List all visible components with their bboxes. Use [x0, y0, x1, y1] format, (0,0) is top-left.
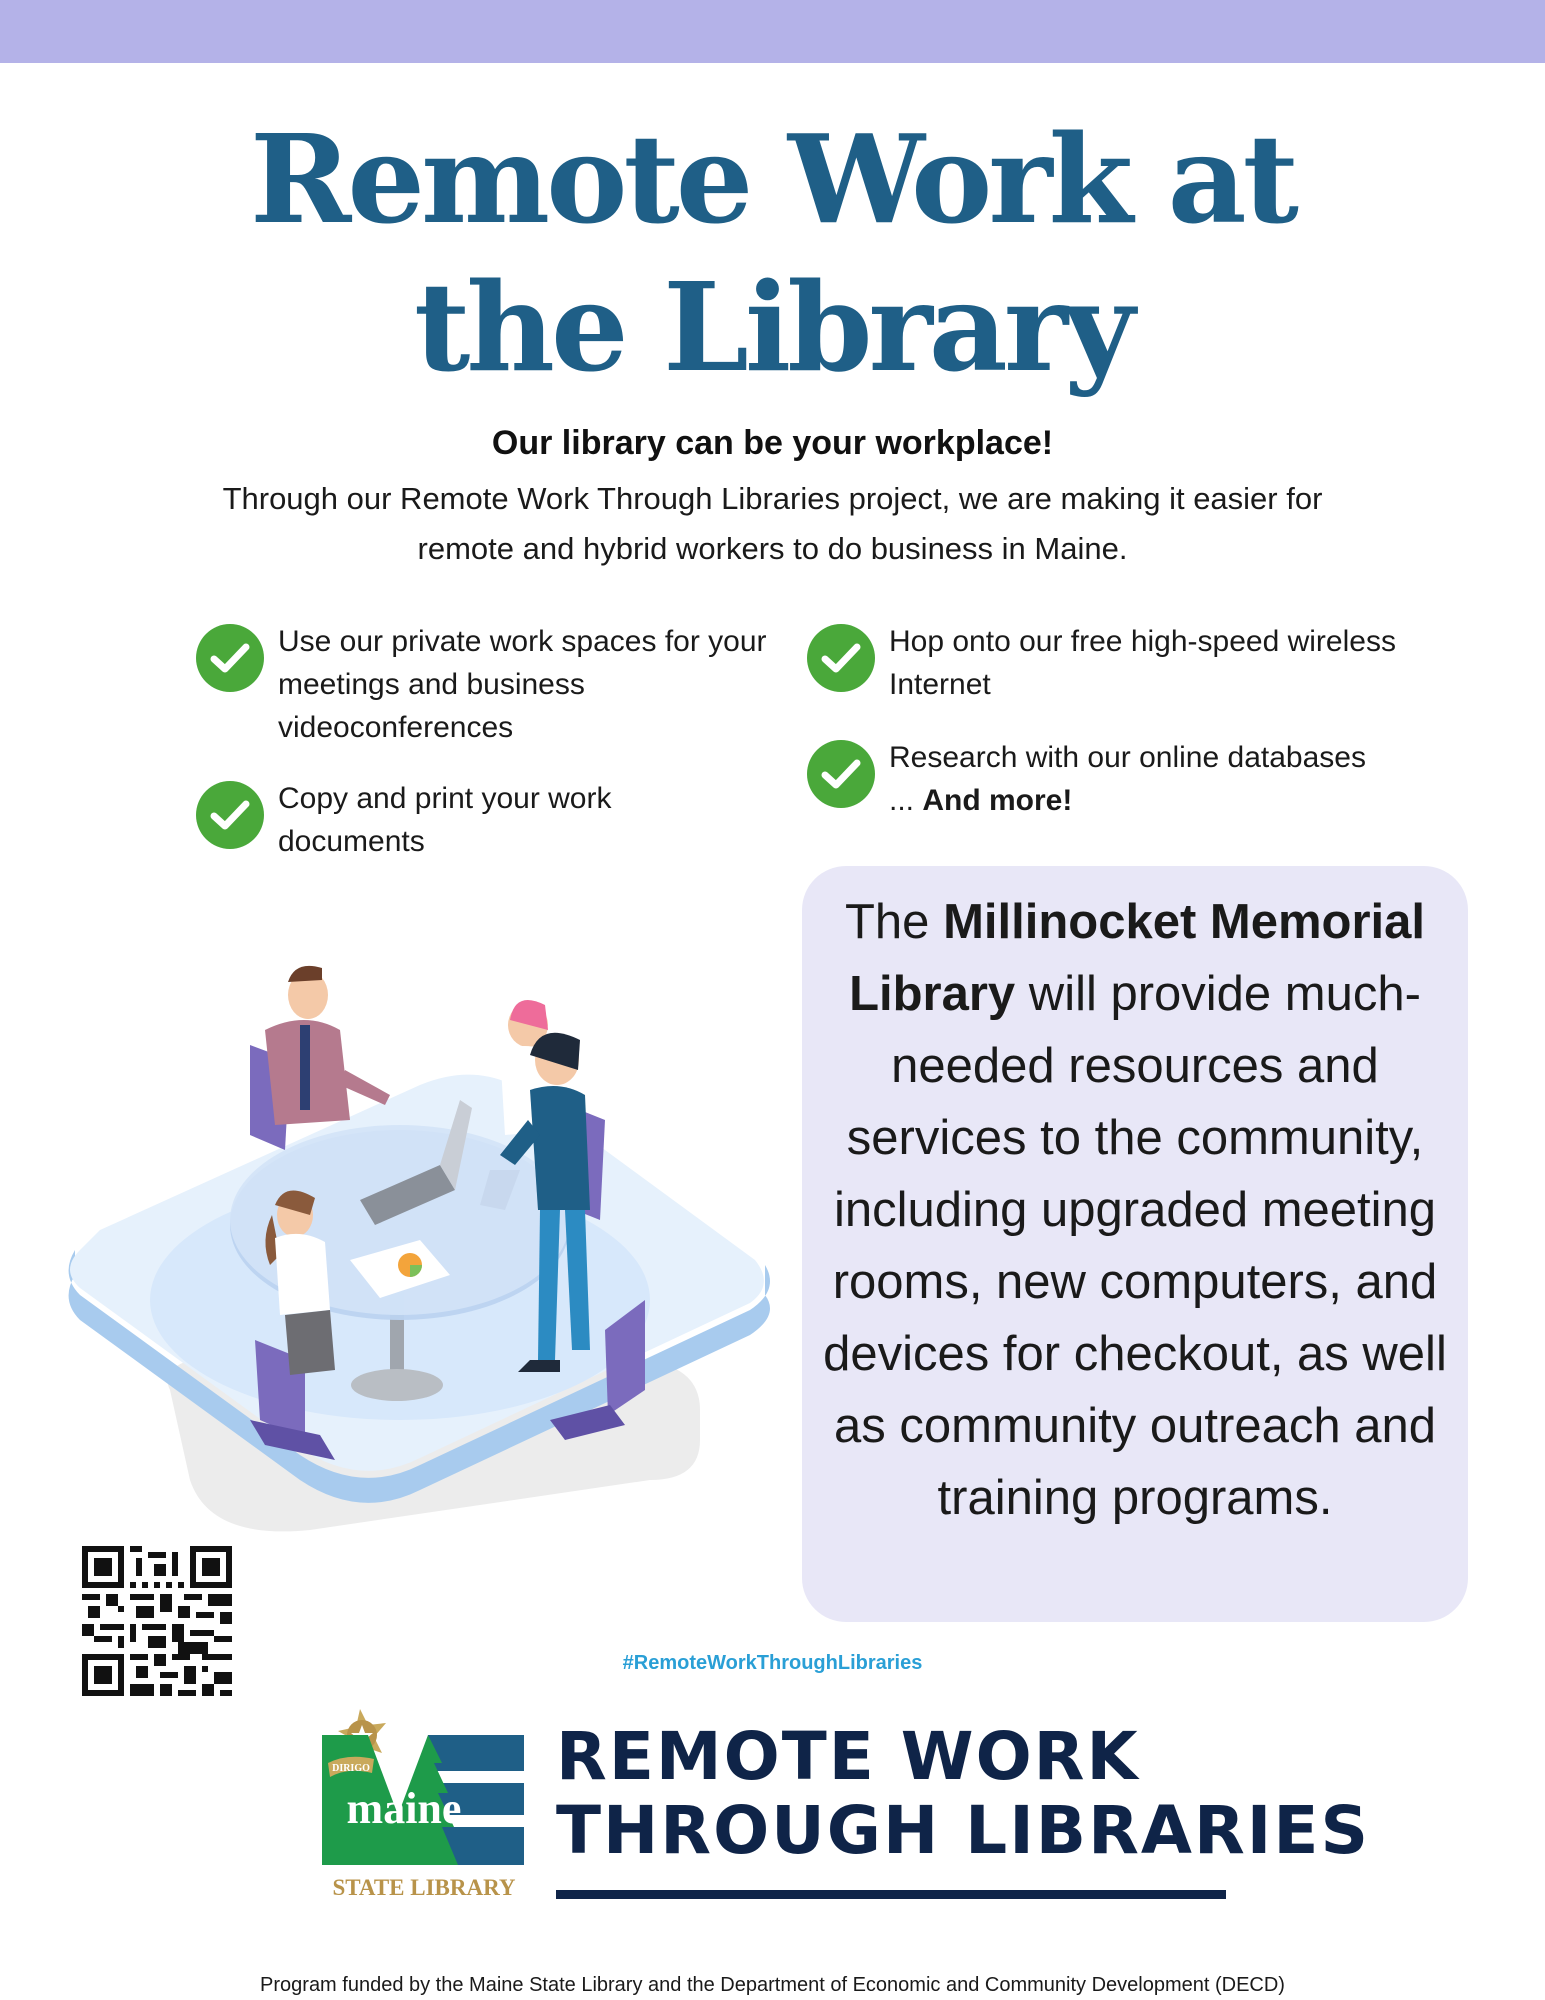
feature-printing — [196, 777, 716, 863]
checkmark-icon — [196, 624, 264, 692]
feature-research-label: Research with our online databases — [889, 741, 1366, 774]
top-accent-bar — [0, 0, 1545, 63]
logo-maine: maine — [346, 1784, 462, 1833]
brand-line-2: THROUGH LIBRARIES — [556, 1792, 1370, 1869]
feature-workspaces — [196, 620, 786, 749]
page-title — [0, 105, 1545, 401]
title-line-1: Remote Work at — [249, 107, 1296, 251]
library-info-box — [802, 866, 1468, 1622]
library-name: Millinocket Memorial Library — [849, 895, 1425, 1021]
logo-dirigo: DIRIGO — [332, 1763, 370, 1774]
checkmark-icon — [807, 740, 875, 808]
info-body: will provide much-needed resources and services to the community, including upgraded meeting rooms, new computers, and devices for checkout, as well as community outreach and training programs. — [823, 967, 1447, 1525]
brand-line-1: REMOTE WORK — [556, 1718, 1140, 1795]
program-wordmark — [556, 1720, 1370, 1868]
maine-state-library-logo — [318, 1695, 530, 1910]
hashtag: #RemoteWorkThroughLibraries — [622, 1652, 923, 1674]
meeting-illustration — [60, 920, 780, 1580]
intro-subheading: Our library can be your workplace! — [491, 424, 1054, 462]
brand-underline — [556, 1890, 1226, 1899]
funding-footer: Program funded by the Maine State Library and the Department of Economic and Community Development (DECD) — [260, 1974, 1285, 1996]
feature-printing-text: Copy and print your work documents — [278, 782, 612, 858]
feature-ellipsis: ... — [889, 784, 923, 817]
feature-wifi — [807, 620, 1427, 706]
checkmark-icon — [196, 781, 264, 849]
logo-state-library: STATE LIBRARY — [332, 1875, 516, 1900]
info-prefix: The — [845, 895, 944, 949]
checkmark-icon — [807, 624, 875, 692]
title-line-2: the Library — [413, 255, 1132, 399]
feature-wifi-text: Hop onto our free high-speed wireless Internet — [889, 625, 1396, 701]
feature-research — [807, 736, 1427, 822]
intro-body: Through our Remote Work Through Libraries project, we are making it easier for remote and hybrid workers to do business in Maine. — [222, 481, 1323, 566]
feature-research-text — [889, 736, 1366, 822]
feature-workspaces-text: Use our private work spaces for your meetings and business videoconferences — [278, 625, 767, 744]
and-more-label: And more! — [922, 784, 1073, 817]
